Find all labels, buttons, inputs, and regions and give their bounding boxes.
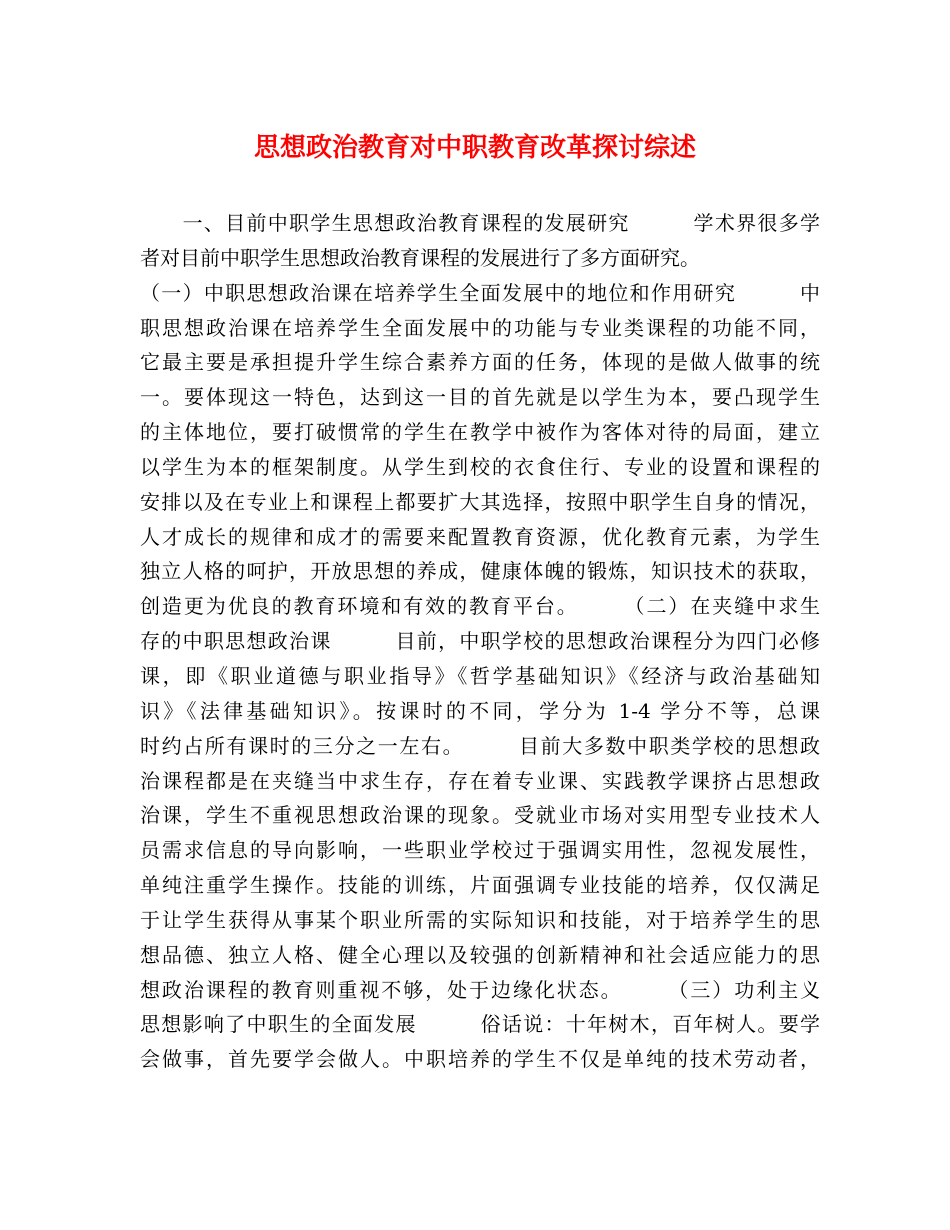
body-line: 单纯注重学生操作。技能的训练，片面强调专业技能的培养，仅仅满足 [140,873,820,898]
body-line: 治课程都是在夹缝当中求生存，存在着专业课、实践教学课挤占思想政 [140,768,820,793]
body-line: 安排以及在专业上和课程上都要扩大其选择，按照中职学生自身的情况， [140,489,820,514]
body-line: 会做事，首先要学会做人。中职培养的学生不仅是单纯的技术劳动者， [140,1047,820,1072]
body-line: 于让学生获得从事某个职业所需的实际知识和技能，对于培养学生的思 [140,907,820,932]
body-line: 存的中职思想政治课 目前，中职学校的思想政治课程分为四门必修 [140,629,820,654]
body-line: 创造更为优良的教育环境和有效的教育平台。 （二）在夹缝中求生 [140,594,820,619]
body-line: 一。要体现这一特色，达到这一目的首先就是以学生为本，要凸现学生 [140,385,820,410]
body-line: 员需求信息的导向影响，一些职业学校过于强调实用性，忽视发展性， [140,838,820,863]
body-line: 以学生为本的框架制度。从学生到校的衣食住行、专业的设置和课程的 [140,454,820,479]
body-line: 思想影响了中职生的全面发展 俗话说：十年树木，百年树人。要学 [140,1012,820,1037]
body-line: 独立人格的呵护，开放思想的养成，健康体魄的锻炼，知识技术的获取， [140,559,820,584]
body-line: 一、目前中职学生思想政治教育课程的发展研究 学术界很多学 [140,211,820,235]
body-line: 识》《法律基础知识》。按课时的不同，学分为 1-4 学分不等，总课 [140,698,820,723]
document-body [140,206,820,1077]
body-line: 想政治课程的教育则重视不够，处于边缘化状态。 （三）功利主义 [140,977,820,1002]
body-line: 职思想政治课在培养学生全面发展中的功能与专业类课程的功能不同， [140,315,820,340]
document-title: 思想政治教育对中职教育改革探讨综述 [253,133,696,163]
body-line: （一）中职思想政治课在培养学生全面发展中的地位和作用研究 中 [140,280,820,305]
body-line: 时约占所有课时的三分之一左右。 目前大多数中职类学校的思想政 [140,733,820,758]
body-line: 者对目前中职学生思想政治教育课程的发展进行了多方面研究。 [140,245,700,270]
body-line: 人才成长的规律和成才的需要来配置教育资源，优化教育元素，为学生 [140,524,820,549]
body-line: 的主体地位，要打破惯常的学生在教学中被作为客体对待的局面，建立 [140,420,820,445]
body-line: 想品德、独立人格、健全心理以及较强的创新精神和社会适应能力的思 [140,942,820,967]
body-line: 它最主要是承担提升学生综合素养方面的任务，体现的是做人做事的统 [140,350,820,375]
body-line: 课，即《职业道德与职业指导》《哲学基础知识》《经济与政治基础知 [140,663,820,688]
body-line: 治课，学生不重视思想政治课的现象。受就业市场对实用型专业技术人 [140,803,820,828]
